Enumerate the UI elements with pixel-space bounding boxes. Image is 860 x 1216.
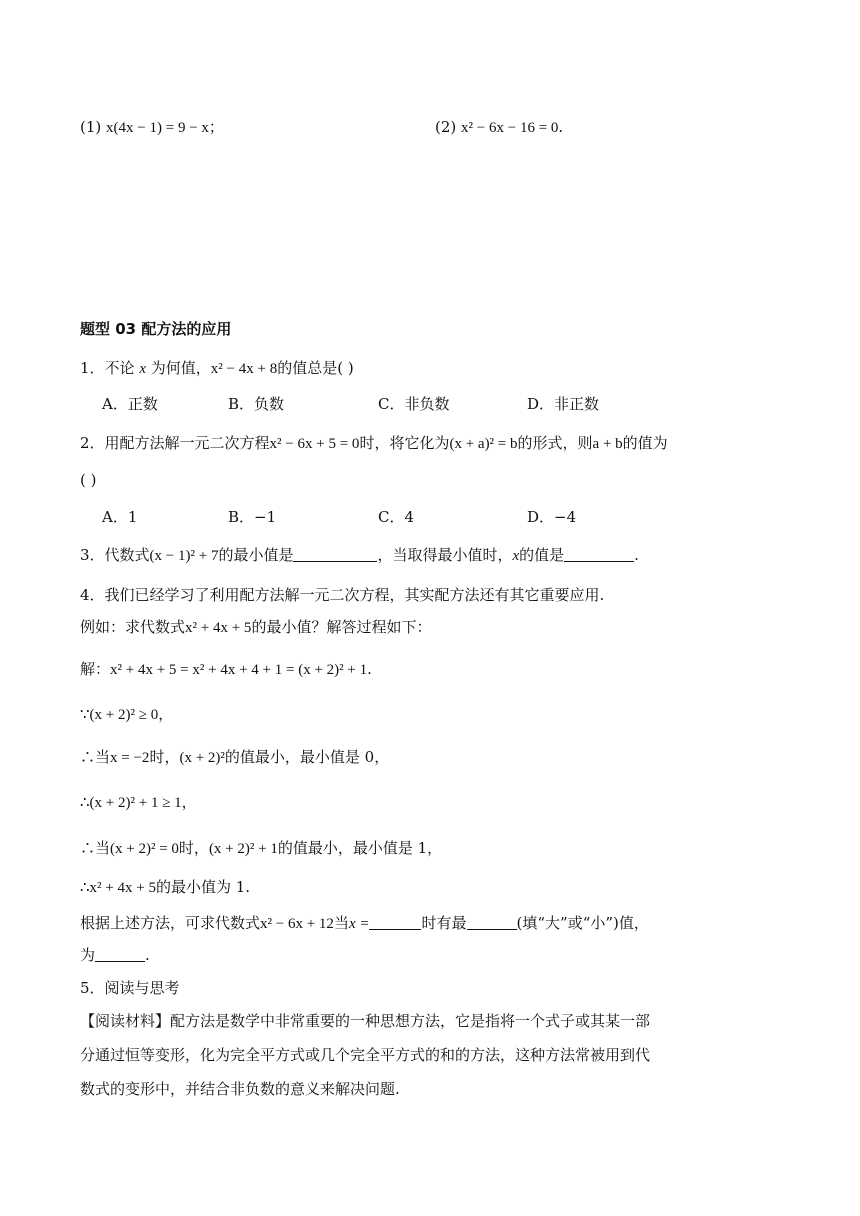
expression: x² − 6x + 12 xyxy=(260,916,334,932)
step-text: 的最小值为 1. xyxy=(155,878,251,896)
variable: x = xyxy=(348,916,370,932)
expression: x² + 4x + 5 xyxy=(185,620,252,636)
reading-material-line: 数式的变形中，并结合非负数的意义来解决问题. xyxy=(80,1080,400,1098)
step-text: 的值最小，最小值是 0， xyxy=(224,748,390,766)
equation-item-1 xyxy=(80,117,224,138)
question-3 xyxy=(80,545,639,566)
question-text: 为 xyxy=(80,946,96,964)
question-text: 当 xyxy=(333,914,349,932)
solution-line xyxy=(80,659,372,680)
variable: x xyxy=(512,548,520,564)
reading-material-line: 分通过恒等变形，化为完全平方式或几个完全平方式的和的方法，这种方法常被用到代 xyxy=(80,1046,651,1064)
option-b[interactable]: B．负数 xyxy=(228,395,285,413)
option-d[interactable]: D．非正数 xyxy=(527,395,600,413)
equation: x² − 6x − 16 = 0 xyxy=(461,120,559,136)
answer-blank[interactable] xyxy=(369,915,421,930)
solution-step-3: ∴(x + 2)² + 1 ≥ 1， xyxy=(80,795,197,811)
expression: (x + 2)² = 0 xyxy=(110,841,179,857)
question-text: (填“大”或“小”)值， xyxy=(516,914,649,932)
expression: (x + 2)² + 1 xyxy=(208,841,278,857)
question-2 xyxy=(80,433,668,454)
option-b[interactable]: B．−1 xyxy=(228,508,277,526)
variable: x xyxy=(139,361,146,377)
question-text: ，当取得最小值时， xyxy=(377,546,513,564)
equation: x² − 6x + 5 = 0 xyxy=(269,436,360,452)
question-4-ask-line2 xyxy=(80,945,150,965)
punct: . xyxy=(634,546,639,564)
question-text: 时有最 xyxy=(421,914,467,932)
item-label: (1) xyxy=(80,118,102,136)
expression: a + b xyxy=(592,436,623,452)
question-text: 的值总是( ) xyxy=(277,359,354,377)
answer-blank[interactable] xyxy=(467,915,517,930)
equation: x(4x − 1) = 9 − x xyxy=(106,120,209,136)
reading-material-line: 【阅读材料】配方法是数学中非常重要的一种思想方法，它是指将一个式子或其某一部 xyxy=(80,1012,651,1030)
question-text: 例如：求代数式 xyxy=(80,618,186,636)
question-text: 时，将它化为 xyxy=(359,434,450,452)
solution-step-2 xyxy=(80,747,389,768)
solution-label: 解： xyxy=(80,660,111,678)
option-a[interactable]: A．正数 xyxy=(102,395,158,413)
question-text: 为何值， xyxy=(150,359,211,377)
step-text: ∴当 xyxy=(80,748,111,766)
answer-paren: ( ) xyxy=(80,471,97,489)
punct: ； xyxy=(208,118,224,136)
solution-step-4 xyxy=(80,838,442,859)
answer-blank[interactable] xyxy=(95,947,145,962)
expression: (x + a)² = b xyxy=(449,436,518,452)
question-5-title: 5．阅读与思考 xyxy=(80,979,180,997)
solution-step-5 xyxy=(80,877,250,898)
step-text: 时， xyxy=(149,748,180,766)
question-text: 根据上述方法，可求代数式 xyxy=(80,914,261,932)
question-text: 的最小值？解答过程如下： xyxy=(251,618,432,636)
expression: x = −2 xyxy=(110,750,150,766)
step-text: ∴当 xyxy=(80,839,111,857)
expression: x² + 4x + 5 = x² + 4x + 4 + 1 = (x + 2)² + 1 xyxy=(110,662,368,678)
solution-step-1: ∵(x + 2)² ≥ 0， xyxy=(80,707,174,723)
option-d[interactable]: D．−4 xyxy=(527,508,577,526)
option-c[interactable]: C．4 xyxy=(378,508,415,526)
equation-item-2 xyxy=(435,117,563,138)
question-4-ask xyxy=(80,913,649,934)
option-c[interactable]: C．非负数 xyxy=(378,395,450,413)
question-1 xyxy=(80,358,354,379)
option-a[interactable]: A．1 xyxy=(102,508,138,526)
expression: x² − 4x + 8 xyxy=(210,361,278,377)
expression: (x + 2)² xyxy=(179,750,225,766)
expression: (x − 1)² + 7 xyxy=(149,548,219,564)
answer-blank[interactable] xyxy=(293,547,377,562)
section-title: 题型 03 配方法的应用 xyxy=(80,320,232,338)
question-text: 的最小值是 xyxy=(218,546,294,564)
expression: ∴x² + 4x + 5 xyxy=(80,880,156,896)
question-text: 2．用配方法解一元二次方程 xyxy=(80,434,270,452)
item-label: (2) xyxy=(435,118,457,136)
question-text: 1．不论 xyxy=(80,359,135,377)
punct: . xyxy=(558,118,564,136)
step-text: 的值最小，最小值是 1， xyxy=(277,839,443,857)
punct: . xyxy=(145,946,150,964)
punct: . xyxy=(367,660,372,678)
question-text: 3．代数式 xyxy=(80,546,150,564)
question-text: 的值是 xyxy=(519,546,565,564)
question-4-example xyxy=(80,617,431,638)
question-4-intro: 4．我们已经学习了利用配方法解一元二次方程，其实配方法还有其它重要应用. xyxy=(80,586,605,604)
answer-blank[interactable] xyxy=(564,547,634,562)
question-text: 的形式，则 xyxy=(517,434,593,452)
step-text: 时， xyxy=(178,839,209,857)
question-text: 的值为 xyxy=(622,434,668,452)
